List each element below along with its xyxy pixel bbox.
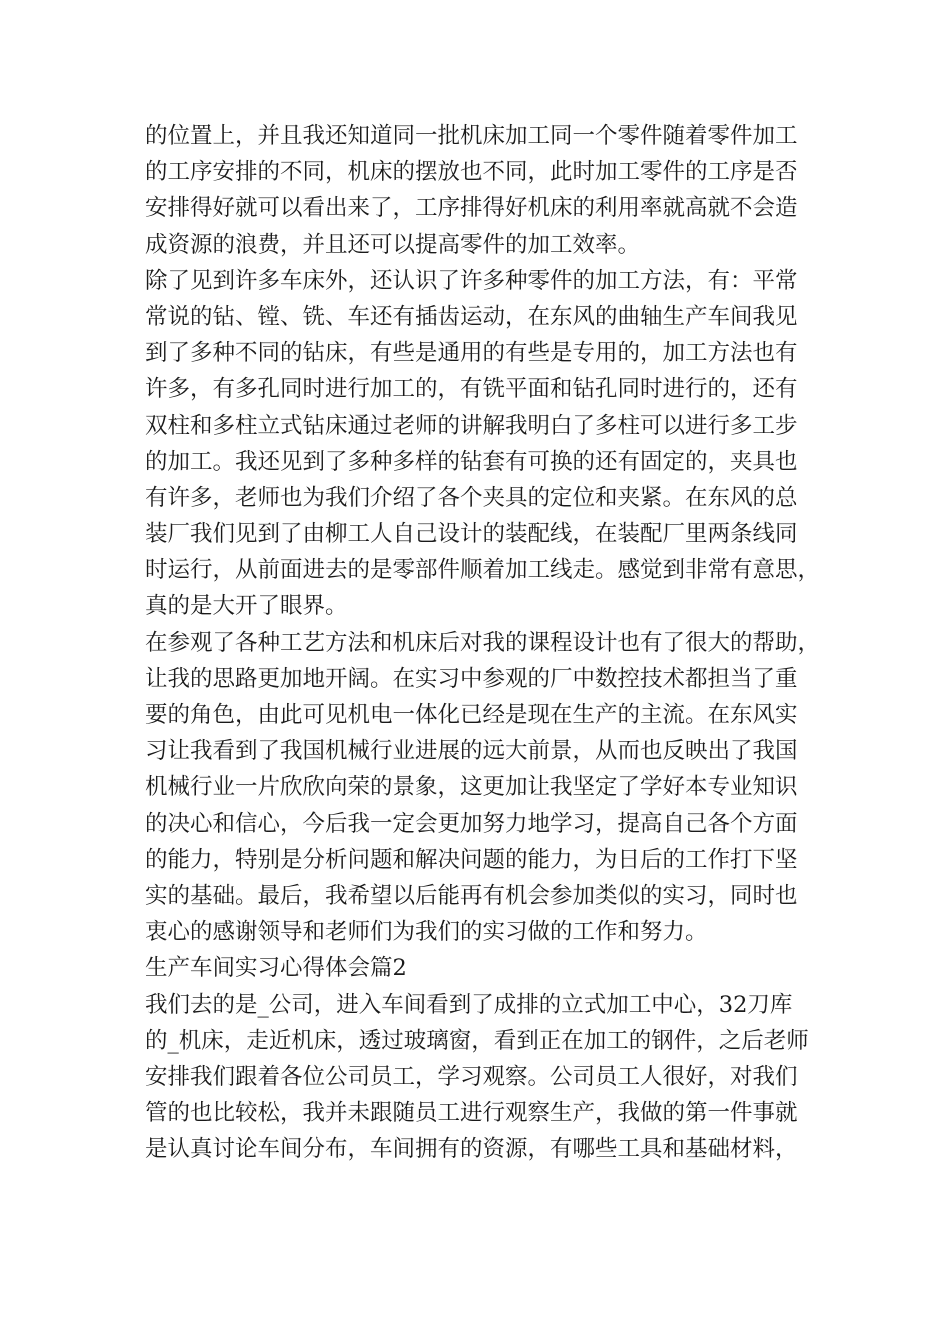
- text-line: 习让我看到了我国机械行业进展的远大前景，从而也反映出了我国: [145, 738, 798, 765]
- document-body: [145, 118, 825, 1167]
- text-line: 装厂我们见到了由柳工人自己设计的装配线，在装配厂里两条线同: [145, 521, 798, 548]
- paragraph-start-line: 除了见到许多车床外，还认识了许多种零件的加工方法，有：平常: [145, 267, 798, 294]
- text-line: 许多，有多孔同时进行加工的，有铣平面和钻孔同时进行的，还有: [145, 376, 798, 403]
- text-line: 让我的思路更加地开阔。在实习中参观的厂中数控技术都担当了重: [145, 665, 798, 692]
- text-line: 的工序安排的不同，机床的摆放也不同，此时加工零件的工序是否: [145, 159, 798, 186]
- section-heading: 生产车间实习心得体会篇2: [145, 955, 407, 982]
- paragraph-start-line: 我们去的是_公司，进入车间看到了成排的立式加工中心，32刀库: [145, 991, 793, 1018]
- text-line: 要的角色，由此可见机电一体化已经是现在生产的主流。在东风实: [145, 702, 798, 728]
- text-line: 安排得好就可以看出来了，工序排得好机床的利用率就高就不会造: [145, 195, 798, 222]
- text-line: 安排我们跟着各位公司员工，学习观察。公司员工人很好，对我们: [145, 1063, 798, 1090]
- text-line: 管的也比较松，我并未跟随员工进行观察生产，我做的第一件事就: [145, 1100, 798, 1127]
- text-line: 双柱和多柱立式钻床通过老师的讲解我明白了多柱可以进行多工步: [145, 412, 798, 439]
- text-line: 的位置上，并且我还知道同一批机床加工同一个零件随着零件加工: [145, 123, 798, 149]
- text-line: 实的基础。最后，我希望以后能再有机会参加类似的实习，同时也: [145, 882, 798, 909]
- paragraph-start-line: 在参观了各种工艺方法和机床后对我的课程设计也有了很大的帮助，: [145, 629, 821, 656]
- text-line: 成资源的浪费，并且还可以提高零件的加工效率。: [145, 231, 641, 258]
- text-line: 是认真讨论车间分布，车间拥有的资源，有哪些工具和基础材料，: [145, 1136, 798, 1163]
- text-line: 衷心的感谢领导和老师们为我们的实习做的工作和努力。: [145, 919, 708, 946]
- text-line: 的能力，特别是分析问题和解决问题的能力，为日后的工作打下坚: [145, 846, 798, 873]
- text-line: 的_机床，走近机床，透过玻璃窗，看到正在加工的钢件，之后老师: [145, 1027, 809, 1054]
- text-line: 真的是大开了眼界。: [145, 593, 348, 620]
- text-line: 的决心和信心，今后我一定会更加努力地学习，提高自己各个方面: [145, 810, 798, 837]
- text-line: 时运行，从前面进去的是零部件顺着加工线走。感觉到非常有意思，: [145, 557, 821, 584]
- text-line: 常说的钻、镗、铣、车还有插齿运动，在东风的曲轴生产车间我见: [145, 303, 798, 330]
- text-line: 的加工。我还见到了多种多样的钻套有可换的还有固定的，夹具也: [145, 448, 798, 475]
- text-line: 有许多，老师也为我们介绍了各个夹具的定位和夹紧。在东风的总: [145, 484, 798, 511]
- text-line: 到了多种不同的钻床，有些是通用的有些是专用的，加工方法也有: [145, 340, 798, 367]
- text-line: 机械行业一片欣欣向荣的景象，这更加让我坚定了学好本专业知识: [145, 774, 798, 801]
